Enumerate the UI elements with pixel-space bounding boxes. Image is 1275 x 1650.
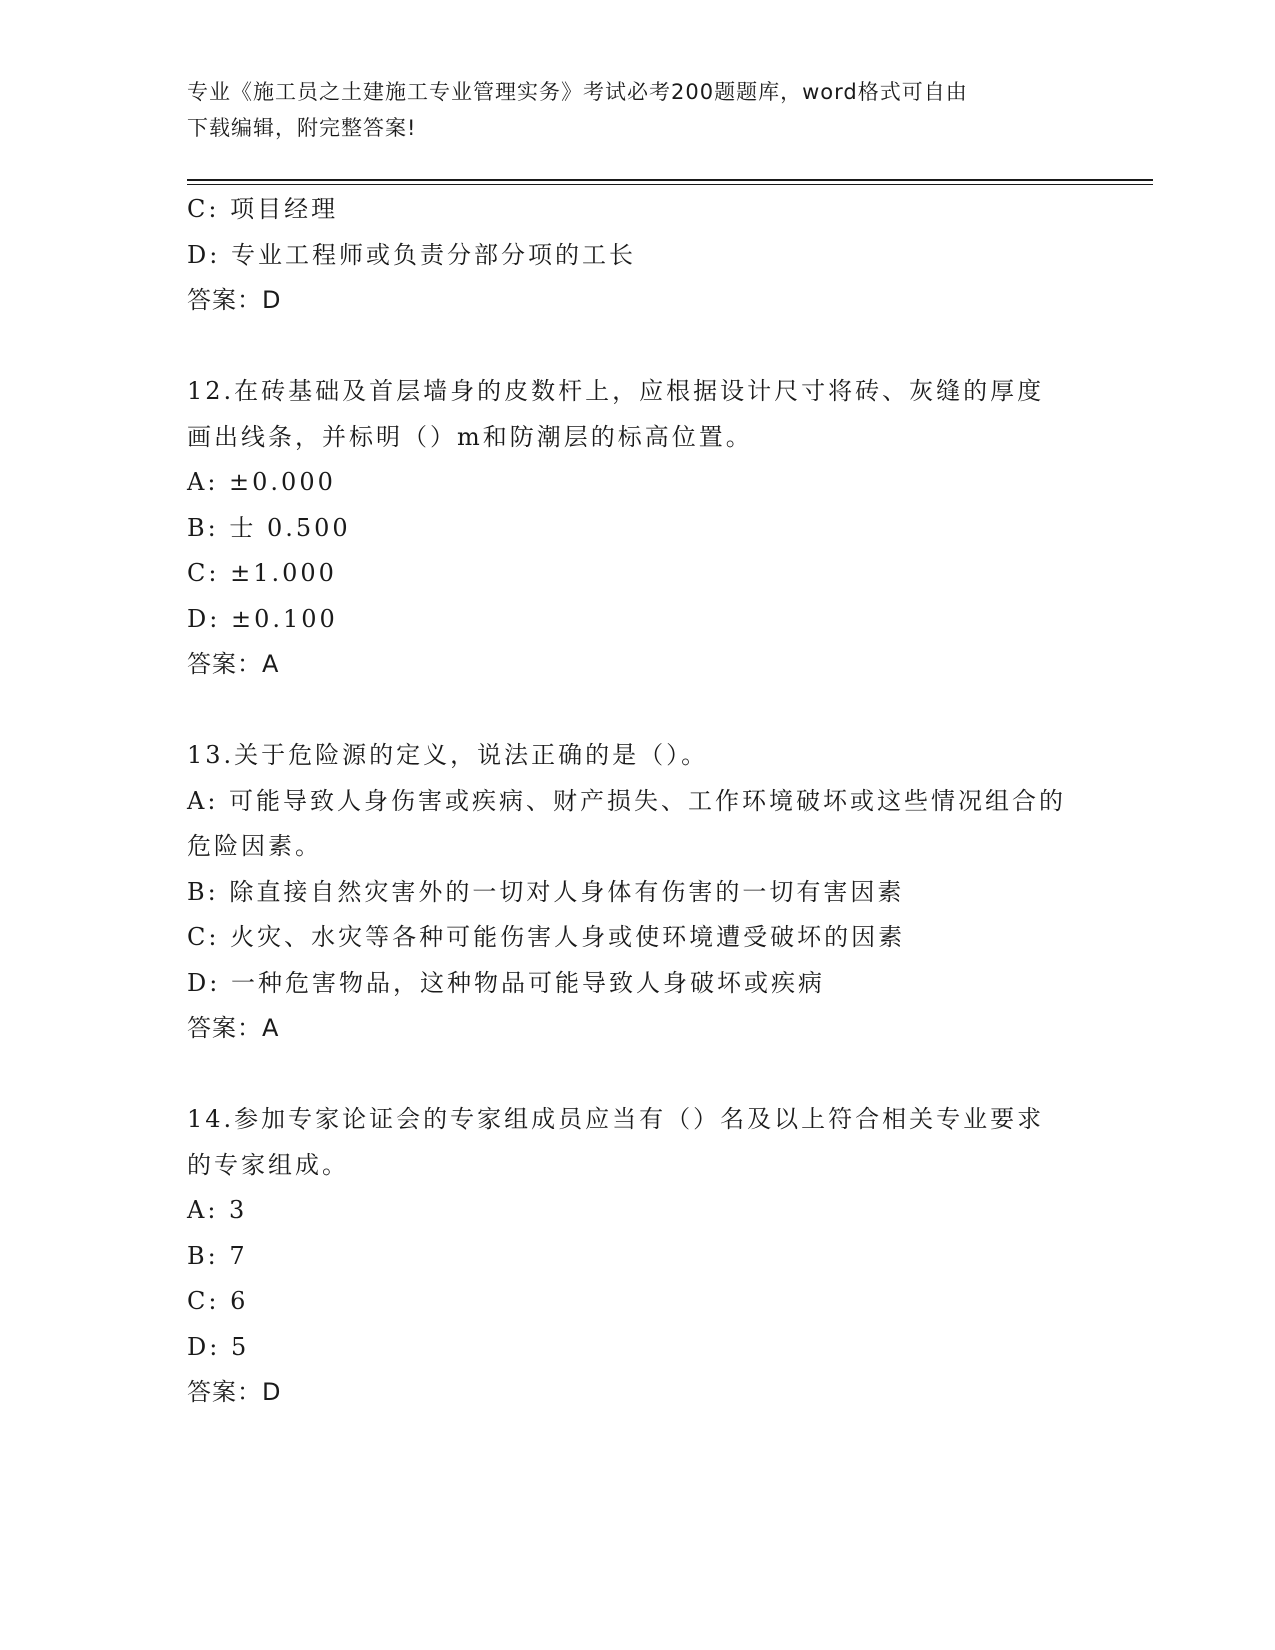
option-item: A: ±0.000 bbox=[187, 468, 336, 496]
option-item: D: 专业工程师或负责分部分项的工长 bbox=[187, 240, 636, 269]
option-item: C: 项目经理 bbox=[187, 195, 339, 223]
question-text: 14.参加专家论证会的专家组成员应当有（）名及以上符合相关专业要求的专家组成。 bbox=[187, 1105, 1045, 1179]
answer-line: 答案：D bbox=[187, 1378, 282, 1406]
option-item: D: 5 bbox=[187, 1332, 250, 1361]
header-line-1: 专业《施工员之土建施工专业管理实务》考试必考200题题库，word格式可自由 bbox=[187, 80, 968, 104]
question-list bbox=[187, 187, 1087, 1416]
option-item: C: 火灾、水灾等各种可能伤害人身或使环境遭受破坏的因素 bbox=[187, 923, 906, 951]
option-item: B: 除直接自然灾害外的一切对人身体有伤害的一切有害因素 bbox=[187, 877, 905, 906]
question-text: 12.在砖基础及首层墙身的皮数杆上，应根据设计尺寸将砖、灰缝的厚度画出线条，并标明（）m和防潮层的标高位置。 bbox=[187, 377, 1045, 451]
option-item: D: ±0.100 bbox=[187, 604, 338, 633]
option-item: C: 6 bbox=[187, 1287, 249, 1315]
question-block bbox=[187, 369, 1087, 688]
spacer bbox=[187, 324, 1087, 370]
carryover-block bbox=[187, 187, 1087, 324]
question-text: 13.关于危险源的定义，说法正确的是（）。 bbox=[187, 741, 709, 769]
answer-line: 答案：D bbox=[187, 286, 282, 314]
spacer bbox=[187, 688, 1087, 734]
option-item: A: 可能导致人身伤害或疾病、财产损失、工作环境破坏或这些情况组合的危险因素。 bbox=[187, 786, 1067, 860]
option-item: B: 士 0.500 bbox=[187, 513, 351, 542]
header-line-2: 下载编辑，附完整答案! bbox=[187, 116, 417, 140]
question-block bbox=[187, 1097, 1087, 1416]
question-block bbox=[187, 733, 1087, 1052]
answer-line: 答案：A bbox=[187, 650, 280, 678]
document-header bbox=[187, 74, 1067, 146]
answer-line: 答案：A bbox=[187, 1014, 280, 1042]
header-divider-thick bbox=[187, 179, 1153, 181]
option-item: D: 一种危害物品，这种物品可能导致人身破坏或疾病 bbox=[187, 968, 825, 997]
spacer bbox=[187, 1052, 1087, 1098]
option-item: B: 7 bbox=[187, 1241, 248, 1270]
option-item: A: 3 bbox=[187, 1196, 248, 1224]
header-divider-thin bbox=[187, 184, 1153, 185]
option-item: C: ±1.000 bbox=[187, 559, 337, 587]
